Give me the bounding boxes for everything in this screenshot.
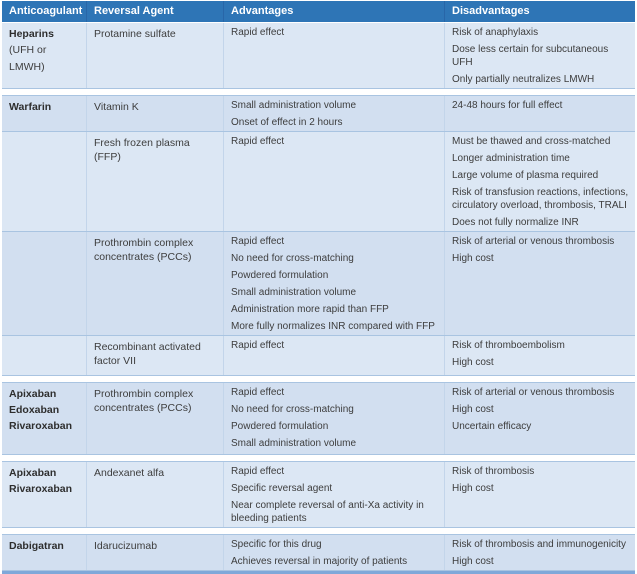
anticoagulant-cell (2, 336, 86, 375)
advantage-item: Small administration volume (231, 287, 357, 298)
disadvantage-item: High cost (452, 483, 494, 494)
advantage-item: Administration more rapid than FFP (231, 304, 389, 315)
disadvantage-item: Risk of arterial or venous thrombosis (452, 387, 615, 398)
table-row (2, 336, 635, 376)
disadvantages-cell (444, 462, 635, 527)
advantage-item: No need for cross-matching (231, 253, 354, 264)
advantage-item: Powdered formulation (231, 270, 329, 281)
reversal-agent-cell (86, 232, 223, 335)
table-row (2, 132, 635, 232)
reversal-agent-cell (86, 336, 223, 375)
section-separator (2, 376, 635, 383)
advantage-item: Small administration volume (231, 438, 357, 449)
disadvantage-item: Longer administration time (452, 153, 570, 164)
table-row (2, 535, 635, 571)
advantage-item: Near complete reversal of anti-Xa activity in bleeding patients (231, 500, 424, 524)
disadvantages-cell (444, 336, 635, 375)
anticoagulant-note: (UFH or LMWH) (9, 44, 47, 73)
disadvantages-cell (444, 96, 635, 131)
disadvantage-item: Large volume of plasma required (452, 170, 599, 181)
reversal-agent-cell (86, 132, 223, 231)
advantage-item: Achieves reversal in majority of patients (231, 556, 408, 567)
reversal-agent-name: Andexanet alfa (94, 467, 165, 479)
anticoagulant-cell (2, 232, 86, 335)
anticoagulant-cell (2, 96, 86, 131)
disadvantage-item: 24-48 hours for full effect (452, 100, 563, 111)
advantage-item: No need for cross-matching (231, 404, 354, 415)
anticoagulant-cell (2, 132, 86, 231)
anticoagulant-name: Rivaroxaban (9, 483, 73, 495)
disadvantage-item: High cost (452, 357, 494, 368)
advantages-cell (223, 96, 444, 131)
disadvantage-item: Risk of arterial or venous thrombosis (452, 236, 615, 247)
advantage-item: Rapid effect (231, 236, 285, 247)
anticoagulant-cell (2, 462, 86, 527)
disadvantage-item: Risk of thrombosis (452, 466, 535, 477)
anticoagulant-reversal-table (2, 1, 635, 574)
disadvantage-item: Must be thawed and cross-matched (452, 136, 611, 147)
table-row (2, 232, 635, 336)
advantage-item: More fully normalizes INR compared with FFP (231, 321, 435, 332)
section-separator (2, 455, 635, 462)
table-row (2, 383, 635, 455)
reversal-agent-name: Vitamin K (94, 101, 139, 113)
reversal-agent-cell (86, 23, 223, 88)
table-row (2, 23, 635, 89)
advantages-cell (223, 535, 444, 570)
advantage-item: Rapid effect (231, 340, 285, 351)
disadvantages-cell (444, 132, 635, 231)
disadvantage-item: High cost (452, 404, 494, 415)
advantage-item: Small administration volume (231, 100, 357, 111)
reversal-agent-name: Idarucizumab (94, 540, 158, 552)
table-body (2, 23, 635, 571)
disadvantage-item: Dose less certain for subcutaneous UFH (452, 44, 609, 68)
disadvantage-item: Risk of thromboembolism (452, 340, 565, 351)
disadvantages-cell (444, 535, 635, 570)
column-header-anticoagulant: Anticoagulant (9, 5, 83, 17)
anticoagulant-name: Rivaroxaban (9, 420, 73, 432)
advantage-item: Onset of effect in 2 hours (231, 117, 343, 128)
advantages-cell (223, 383, 444, 454)
reversal-agent-name: Prothrombin complex concentrates (PCCs) (94, 237, 194, 263)
table-header-row (2, 1, 635, 23)
anticoagulant-name: Dabigatran (9, 540, 64, 552)
anticoagulant-name: Edoxaban (9, 404, 60, 416)
advantages-cell (223, 462, 444, 527)
section-separator (2, 89, 635, 96)
reversal-agent-cell (86, 383, 223, 454)
anticoagulant-name: Warfarin (9, 101, 52, 113)
column-header-advantages: Advantages (223, 1, 444, 22)
reversal-agent-cell (86, 96, 223, 131)
anticoagulant-name: Heparins (9, 28, 54, 40)
anticoagulant-cell (2, 535, 86, 570)
disadvantages-cell (444, 232, 635, 335)
disadvantage-item: Risk of transfusion reactions, infections, circulatory overload, thrombosis, TRALI (452, 187, 629, 211)
column-header-reversal-agent: Reversal Agent (86, 1, 223, 22)
disadvantage-item: Risk of anaphylaxis (452, 27, 539, 38)
disadvantages-cell (444, 23, 635, 88)
advantage-item: Specific reversal agent (231, 483, 333, 494)
advantages-cell (223, 132, 444, 231)
reversal-agent-name: Recombinant activated factor VII (94, 341, 201, 367)
disadvantage-item: Uncertain efficacy (452, 421, 532, 432)
column-header-disadvantages: Disadvantages (444, 1, 635, 22)
table-row (2, 462, 635, 528)
advantage-item: Rapid effect (231, 466, 285, 477)
reversal-agent-name: Prothrombin complex concentrates (PCCs) (94, 388, 194, 414)
advantage-item: Rapid effect (231, 387, 285, 398)
anticoagulant-name: Apixaban (9, 388, 57, 400)
anticoagulant-cell (2, 23, 86, 88)
advantages-cell (223, 336, 444, 375)
disadvantage-item: High cost (452, 253, 494, 264)
advantages-cell (223, 232, 444, 335)
advantages-cell (223, 23, 444, 88)
reversal-agent-cell (86, 462, 223, 527)
disadvantage-item: Risk of thrombosis and immunogenicity (452, 539, 626, 550)
anticoagulant-cell (2, 383, 86, 454)
advantage-item: Rapid effect (231, 136, 285, 147)
advantage-item: Specific for this drug (231, 539, 322, 550)
disadvantage-item: High cost (452, 556, 494, 567)
disadvantage-item: Does not fully normalize INR (452, 217, 579, 228)
reversal-agent-name: Fresh frozen plasma (FFP) (94, 137, 190, 163)
disadvantage-item: Only partially neutralizes LMWH (452, 74, 595, 85)
advantage-item: Rapid effect (231, 27, 285, 38)
anticoagulant-name: Apixaban (9, 467, 57, 479)
disadvantages-cell (444, 383, 635, 454)
advantage-item: Powdered formulation (231, 421, 329, 432)
reversal-agent-name: Protamine sulfate (94, 28, 176, 40)
section-separator (2, 528, 635, 535)
reversal-agent-cell (86, 535, 223, 570)
table-row (2, 96, 635, 132)
